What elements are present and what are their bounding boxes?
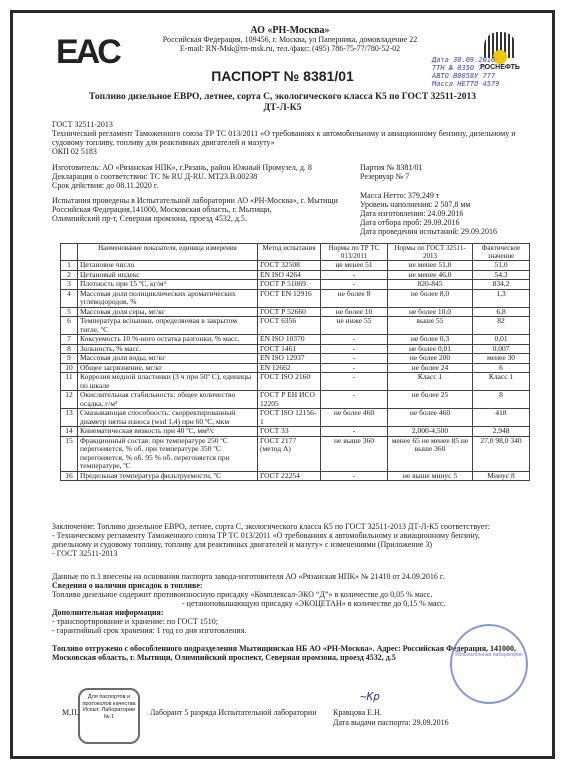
table-row xyxy=(61,261,530,271)
row-method: EN ISO 12937 xyxy=(258,354,321,364)
row-name: Зольность, % масс. xyxy=(78,344,258,354)
row-name: Смазывающая способность: скорректированный диаметр пятна износа (wsd 1,4) при 60 ºС, мкм xyxy=(78,409,258,427)
row-gost-norm: Класс 1 xyxy=(388,373,473,391)
row-method: ГОСТ 1461 xyxy=(258,344,321,354)
row-value: 8 xyxy=(473,391,530,409)
table-row xyxy=(61,354,530,364)
signature: ~Кр xyxy=(360,690,380,703)
row-tr-norm: - xyxy=(321,471,388,481)
eac-logo: EAC xyxy=(56,33,119,71)
signer-name: Кравцова Е.Н. xyxy=(333,708,382,717)
handwritten-notes xyxy=(432,56,547,88)
row-value: 0,01 xyxy=(473,335,530,345)
validity: Срок действия: до 08.11.2020 г. xyxy=(52,181,159,190)
row-value: 82 xyxy=(473,317,530,335)
row-number: 9 xyxy=(61,354,78,364)
lab-stamp-right: Испытательная лаборатория xyxy=(450,624,528,704)
row-method: ГОСТ ISO 2160 xyxy=(258,373,321,391)
results-table xyxy=(60,243,530,481)
row-gost-norm: не более 24 xyxy=(388,363,473,373)
info-gost: ГОСТ 32511-2013 xyxy=(52,120,113,129)
row-name: Массовая доля полициклических ароматических углеводородов, % xyxy=(78,289,258,307)
handwritten-auto: АВТО В0058У 777 xyxy=(432,72,496,80)
row-value: Класс 1 xyxy=(473,373,530,391)
row-name: Предельная температура фильтруемости, ºС xyxy=(78,471,258,481)
shipment-line1: Топливо отгружено с обособленного подразделения Мытищинская НБ АО «РН-Москва». Адрес: Российская Федерация, 141000, xyxy=(52,644,517,653)
row-name: Массовая доля серы, мг/кг xyxy=(78,307,258,317)
declaration: Декларация о соответствии: ТС № RU Д-RU. МТ23.В.00238 xyxy=(52,172,258,181)
row-tr-norm: - xyxy=(321,335,388,345)
row-value: 0,007 xyxy=(473,344,530,354)
row-value: менее 30 xyxy=(473,354,530,364)
row-number: 3 xyxy=(61,280,78,290)
table-row xyxy=(61,409,530,427)
row-number: 8 xyxy=(61,344,78,354)
row-name: Цетановое число xyxy=(78,261,258,271)
row-method: ГОСТ 2177 (метод А) xyxy=(258,436,321,471)
row-method: EN ISO 10370 xyxy=(258,335,321,345)
shipment-line2: Московская область, г. Мытищи, Олимпийский проспект, Северная промзона, проезд 4532, д.5 xyxy=(52,653,396,662)
passport-title: ПАСПОРТ № 8381/01 xyxy=(211,68,354,84)
row-method: ГОСТ 32508 xyxy=(258,261,321,271)
row-gost-norm: не более 10,0 xyxy=(388,307,473,317)
rosneft-label: РОСНЕФТЬ xyxy=(480,64,520,71)
maker-block xyxy=(52,163,352,190)
net-mass: Масса Нетто: 379,249 т xyxy=(360,191,440,200)
table-row xyxy=(61,471,530,481)
info-okp: ОКП 02 5183 xyxy=(52,147,97,156)
warranty-info: - гарантийный срок хранения: 1 год со дня изготовления. xyxy=(52,626,247,635)
row-method: EN 12662 xyxy=(258,363,321,373)
address-line2: E-mail: RN-Msk@rn-msk.ru, тел./факс: (495) 786-75-77/780-52-02 xyxy=(179,44,401,53)
row-tr-norm: не более 460 xyxy=(321,409,388,427)
row-gost-norm: 820-845 xyxy=(388,280,473,290)
row-tr-norm: - xyxy=(321,280,388,290)
analysis-date: Дата проведения испытаний: 29.09.2016 xyxy=(360,227,497,236)
row-value: 54,3 xyxy=(473,270,530,280)
mp-label: М.П. xyxy=(62,708,79,717)
row-tr-norm: не менее 51 xyxy=(321,261,388,271)
row-tr-norm: - xyxy=(321,354,388,364)
lab-line1: Испытания проведены в Испытательной лаборатории АО «РН-Москва», г. Мытищи xyxy=(52,196,338,205)
row-value: 1,3 xyxy=(473,289,530,307)
address-line1: Российская Федерация, 109456, г. Москва, ул Паперника, домовладение 22 xyxy=(162,35,418,44)
row-tr-norm: - xyxy=(321,270,388,280)
info-tr-line1: Технический регламент Таможенного союза ТР ТС 013/2011 «О требованиях к автомобильному и авиационному бензину, дизельному и xyxy=(52,129,516,138)
table-row xyxy=(61,436,530,471)
row-value: 2,948 xyxy=(473,427,530,437)
row-name: Кинематическая вязкость при 40 ºС, мм²/с xyxy=(78,427,258,437)
row-method: ГОСТ 6356 xyxy=(258,317,321,335)
row-method: ГОСТ 33 xyxy=(258,427,321,437)
conclusion-line4: - ГОСТ 32511-2013 xyxy=(52,549,118,558)
lab-line3: Олимпийский пр-т, Северная промзона, проезд 4532, д.5. xyxy=(52,214,247,223)
row-value: 27,0 98,0 340 xyxy=(473,436,530,471)
handwritten-ttn: ТТН № 0350 77 xyxy=(432,64,487,72)
extra-info-title: Дополнительная информация: xyxy=(52,608,164,617)
row-number: 13 xyxy=(61,409,78,427)
additive-2: - цетаноповышающую присадку «ЭКОЦЕТАН» в количестве до 0,15 % масс. xyxy=(182,599,446,608)
table-row xyxy=(61,317,530,335)
party-block xyxy=(360,163,530,236)
row-tr-norm: - xyxy=(321,391,388,409)
lab-stamp-left: Для паспортов и протоколов качества Испыт. Лаборатории № 1 xyxy=(78,688,140,744)
table-row xyxy=(61,373,530,391)
transport-info: - транспортирование и хранение: по ГОСТ 1510; xyxy=(52,617,218,626)
row-method: ГОСТ EN 12916 xyxy=(258,289,321,307)
row-number: 1 xyxy=(61,261,78,271)
row-gost-norm: не более 460 xyxy=(388,409,473,427)
lab-role: Лаборант 5 разряда Испытательной лаборатории xyxy=(150,708,317,717)
row-name: Плотность при 15 ºС, кг/м³ xyxy=(78,280,258,290)
row-gost-norm: менее 65 не менее 85 не выше 360 xyxy=(388,436,473,471)
row-method: ГОСТ 22254 xyxy=(258,471,321,481)
row-gost-norm: выше 55 xyxy=(388,317,473,335)
reservoir: Резервуар № 7 xyxy=(360,172,410,181)
row-number: 12 xyxy=(61,391,78,409)
made-date: Дата изготовления: 24.09.2016 xyxy=(360,209,464,218)
table-row xyxy=(61,335,530,345)
party: Партия № 8381/01 xyxy=(360,163,423,172)
col-header-tr: Нормы по ТР ТС 013/2011 xyxy=(321,244,388,261)
row-value: 6,8 xyxy=(473,307,530,317)
row-tr-norm: не выше 360 xyxy=(321,436,388,471)
additives-title: Сведения о наличии присадок в топливе: xyxy=(52,581,203,590)
table-row xyxy=(61,289,530,307)
table-header-row xyxy=(61,244,530,261)
lab-line2: Российская Федерация,141000, Московская область, г. Мытищи, xyxy=(52,205,272,214)
row-tr-norm: - xyxy=(321,373,388,391)
row-name: Фракционный состав: при температуре 250 ºС перегоняется, % об. при температуре 350 ºС перегоняется, % об. 95 % об. перегоняется при температуре, ºС xyxy=(78,436,258,471)
row-number: 7 xyxy=(61,335,78,345)
row-gost-norm: не более 25 xyxy=(388,391,473,409)
additional-block xyxy=(52,572,532,635)
sample-date: Дата отбора проб: 29.09.2016 xyxy=(360,218,460,227)
row-number: 2 xyxy=(61,270,78,280)
info-tr-line2: судовому топливу, топливу для реактивных двигателей и мазуту» xyxy=(52,138,275,147)
row-value: 834,2 xyxy=(473,280,530,290)
row-number: 10 xyxy=(61,363,78,373)
row-tr-norm: - xyxy=(321,427,388,437)
row-number: 11 xyxy=(61,373,78,391)
row-number: 5 xyxy=(61,307,78,317)
row-gost-norm: не менее 46,0 xyxy=(388,270,473,280)
row-gost-norm: не более 0,01 xyxy=(388,344,473,354)
row-value: 6 xyxy=(473,363,530,373)
row-tr-norm: не более 10 xyxy=(321,307,388,317)
row-gost-norm: не менее 51,0 xyxy=(388,261,473,271)
table-row xyxy=(61,391,530,409)
conclusion-block xyxy=(52,522,532,558)
additive-1: Топливо дизельное содержит противоизносную присадку «Комплексал-ЭКО “Д”» в количестве до 0,05 % масс. xyxy=(52,590,433,599)
row-method: ГОСТ Р ЕН ИСО 12205 xyxy=(258,391,321,409)
col-header-value: Фактическое значение xyxy=(473,244,530,261)
row-value: Минус 8 xyxy=(473,471,530,481)
row-value: 418 xyxy=(473,409,530,427)
row-name: Общее загрязнение, мг/кг xyxy=(78,363,258,373)
handwritten-date: Дата 30.09.2016 xyxy=(432,56,496,64)
row-number: 16 xyxy=(61,471,78,481)
row-name: Окислительная стабильность: общее количество осадка, г/м³ xyxy=(78,391,258,409)
row-gost-norm: не выше минус 5 xyxy=(388,471,473,481)
table-row xyxy=(61,280,530,290)
row-value: 51,0 xyxy=(473,261,530,271)
row-name: Коксуемость 10 %-ного остатка разгонки, % масс. xyxy=(78,335,258,345)
org-name: АО «РН-Москва» xyxy=(250,25,330,36)
row-tr-norm: не ниже 55 xyxy=(321,317,388,335)
col-header-gost: Нормы по ГОСТ 32511-2013 xyxy=(388,244,473,261)
info-block xyxy=(52,120,522,156)
header xyxy=(150,26,430,53)
row-tr-norm: - xyxy=(321,344,388,354)
product-line2: ДТ-Л-К5 xyxy=(263,103,302,113)
conclusion-line3: дизельному и судовому топливу, топливу для реактивных двигателей и мазуту» с изменениями (Приложение 3) xyxy=(52,540,433,549)
row-number: 6 xyxy=(61,317,78,335)
conclusion-line2: - Техническому регламенту Таможенного союза ТР ТС 013/2011 «О требованиях к автомобильному и авиационному бензину, xyxy=(52,531,480,540)
row-method: ГОСТ Р 52660 xyxy=(258,307,321,317)
row-number: 14 xyxy=(61,427,78,437)
row-method: ГОСТ ISO 12156-1 xyxy=(258,409,321,427)
row-number: 15 xyxy=(61,436,78,471)
row-method: EN ISO 4264 xyxy=(258,270,321,280)
row-name: Массовая доля воды, мг/кг xyxy=(78,354,258,364)
table-row xyxy=(61,427,530,437)
product-name xyxy=(0,92,565,114)
row-name: Цетановый индекс xyxy=(78,270,258,280)
row-name: Температура вспышки, определяемая в закрытом тигле, ºС xyxy=(78,317,258,335)
row-method: ГОСТ Р 51069 xyxy=(258,280,321,290)
data-source-line: Данные по п.1 внесены на основании паспорта завода-изготовителя АО «Рязанская НПК» № 21410 от 24.09.2016 г. xyxy=(52,572,445,581)
row-gost-norm: не более 0,3 xyxy=(388,335,473,345)
row-gost-norm: не более 8,0 xyxy=(388,289,473,307)
row-gost-norm: не более 200 xyxy=(388,354,473,364)
conclusion-line1: Заключение: Топливо дизельное ЕВРО, летнее, сорта С, экологического класса К5 по ГОСТ 32511-2013 ДТ-Л-К5 соответствует: xyxy=(52,522,491,531)
maker: Изготовитель: АО «Рязанская НПК», г.Рязань, район Южный Промузел, д. 8 xyxy=(52,163,312,172)
product-line1: Топливо дизельное ЕВРО, летнее, сорта С, экологического класса К5 по ГОСТ 32511-2013 xyxy=(89,92,476,102)
col-header-name: Наименование показателя, единица измерения xyxy=(78,244,258,261)
fill-level: Уровень наполнения: 2 507,8 мм xyxy=(360,200,471,209)
row-gost-norm: 2,000-4,500 xyxy=(388,427,473,437)
row-tr-norm: не более 8 xyxy=(321,289,388,307)
row-number: 4 xyxy=(61,289,78,307)
col-header-method: Метод испытания xyxy=(258,244,321,261)
handwritten-mass: Масса НЕТТО 4579 xyxy=(432,80,500,88)
col-header-num xyxy=(61,244,78,261)
lab-block xyxy=(52,196,352,223)
row-tr-norm: - xyxy=(321,363,388,373)
issue-date: Дата выдачи паспорта: 29.09.2016 xyxy=(333,718,449,727)
row-name: Коррозия медной пластинки (3 ч при 50º С), единицы по шкале xyxy=(78,373,258,391)
